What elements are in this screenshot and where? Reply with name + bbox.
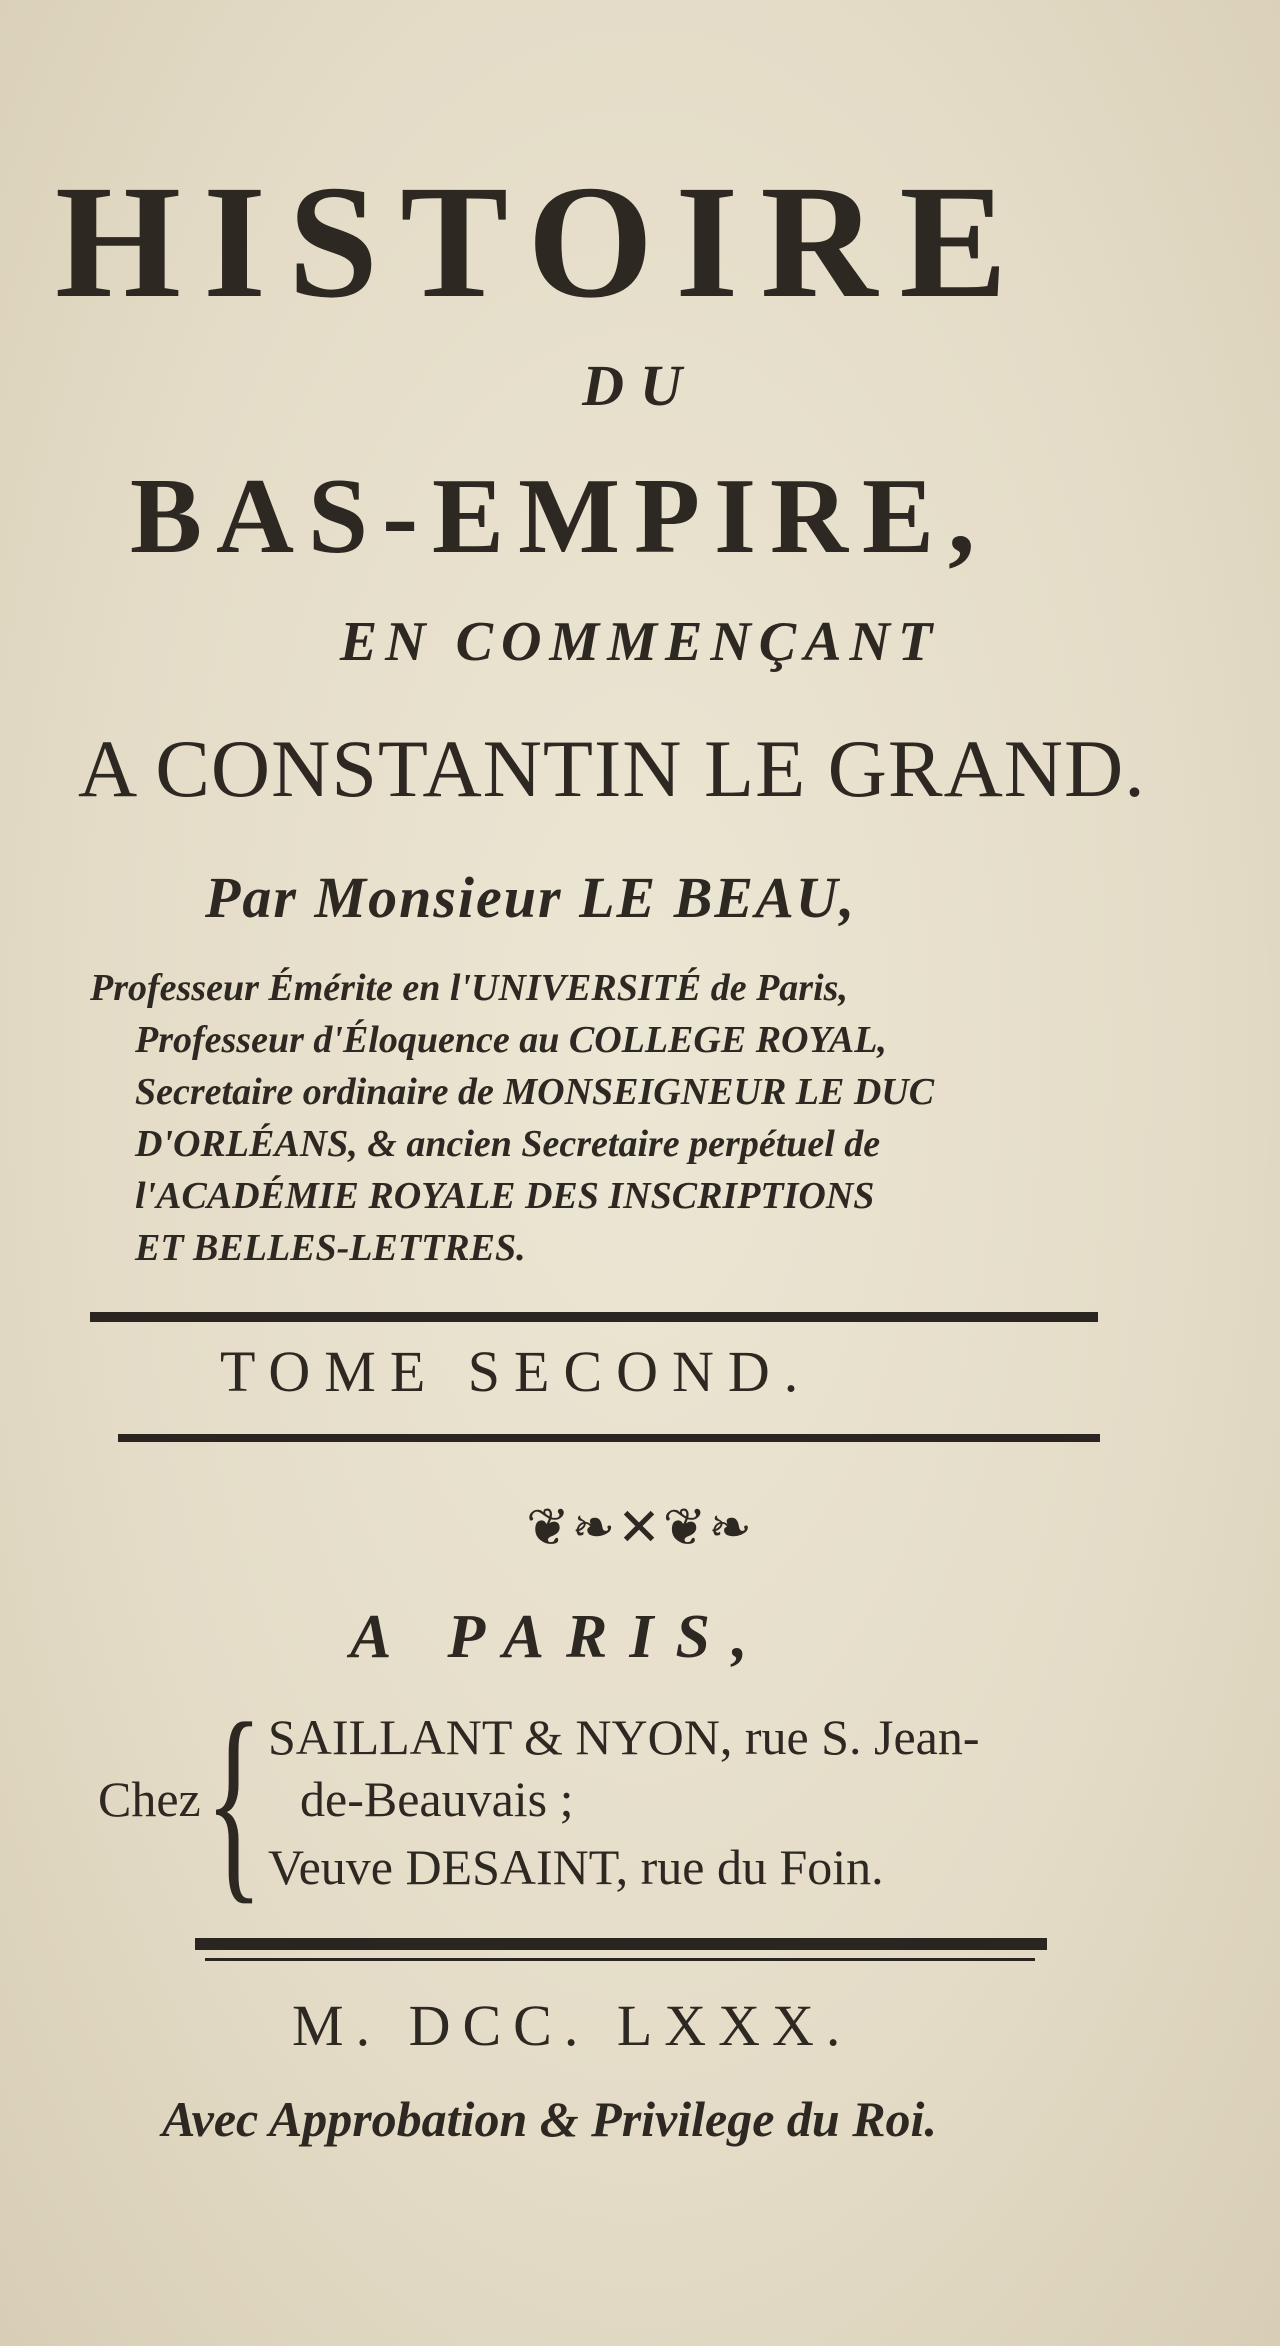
fleuron-ornament: ❦❧✕❦❧ [526, 1498, 754, 1558]
credential-line: Secretaire ordinaire de MONSEIGNEUR LE DUC [135, 1071, 935, 1113]
publisher-chez: Chez [98, 1771, 201, 1827]
author-line: Par Monsieur LE BEAU, [205, 865, 857, 930]
title-en-commencant: EN COMMENÇANT [339, 611, 941, 673]
credential-line: Professeur Émérite en l'UNIVERSITÉ de Paris, [90, 967, 848, 1009]
publisher-line: de-Beauvais ; [300, 1771, 574, 1827]
imprint-place: A PARIS, [350, 1603, 770, 1671]
volume-label: TOME SECOND. [220, 1339, 813, 1404]
credential-line: l'ACADÉMIE ROYALE DES INSCRIPTIONS [135, 1175, 875, 1217]
imprint-year: M. DCC. LXXX. [292, 1993, 853, 2058]
title-constantin: A CONSTANTIN LE GRAND. [78, 723, 1146, 814]
rule-imprint-thick [195, 1938, 1047, 1950]
title-du: DU [582, 353, 698, 418]
publisher-line: SAILLANT & NYON, rue S. Jean- [268, 1709, 980, 1765]
author-credentials [90, 962, 1200, 1274]
credential-line: D'ORLÉANS, & ancien Secretaire perpétuel de [135, 1123, 881, 1165]
title-histoire: HISTOIRE [55, 153, 1030, 332]
rule-bottom-thick [118, 1434, 1100, 1442]
brace-icon: { [205, 1678, 264, 1922]
rule-top-thick [90, 1312, 1098, 1322]
credential-line: ET BELLES-LETTRES. [135, 1227, 526, 1269]
approbation-line: Avec Approbation & Privilege du Roi. [162, 2091, 937, 2147]
title-bas-empire: BAS-EMPIRE, [130, 457, 990, 576]
credential-line: Professeur d'Éloquence au COLLEGE ROYAL, [135, 1019, 887, 1061]
publisher-line: Veuve DESAINT, rue du Foin. [268, 1839, 884, 1895]
rule-imprint-thin [205, 1958, 1035, 1961]
